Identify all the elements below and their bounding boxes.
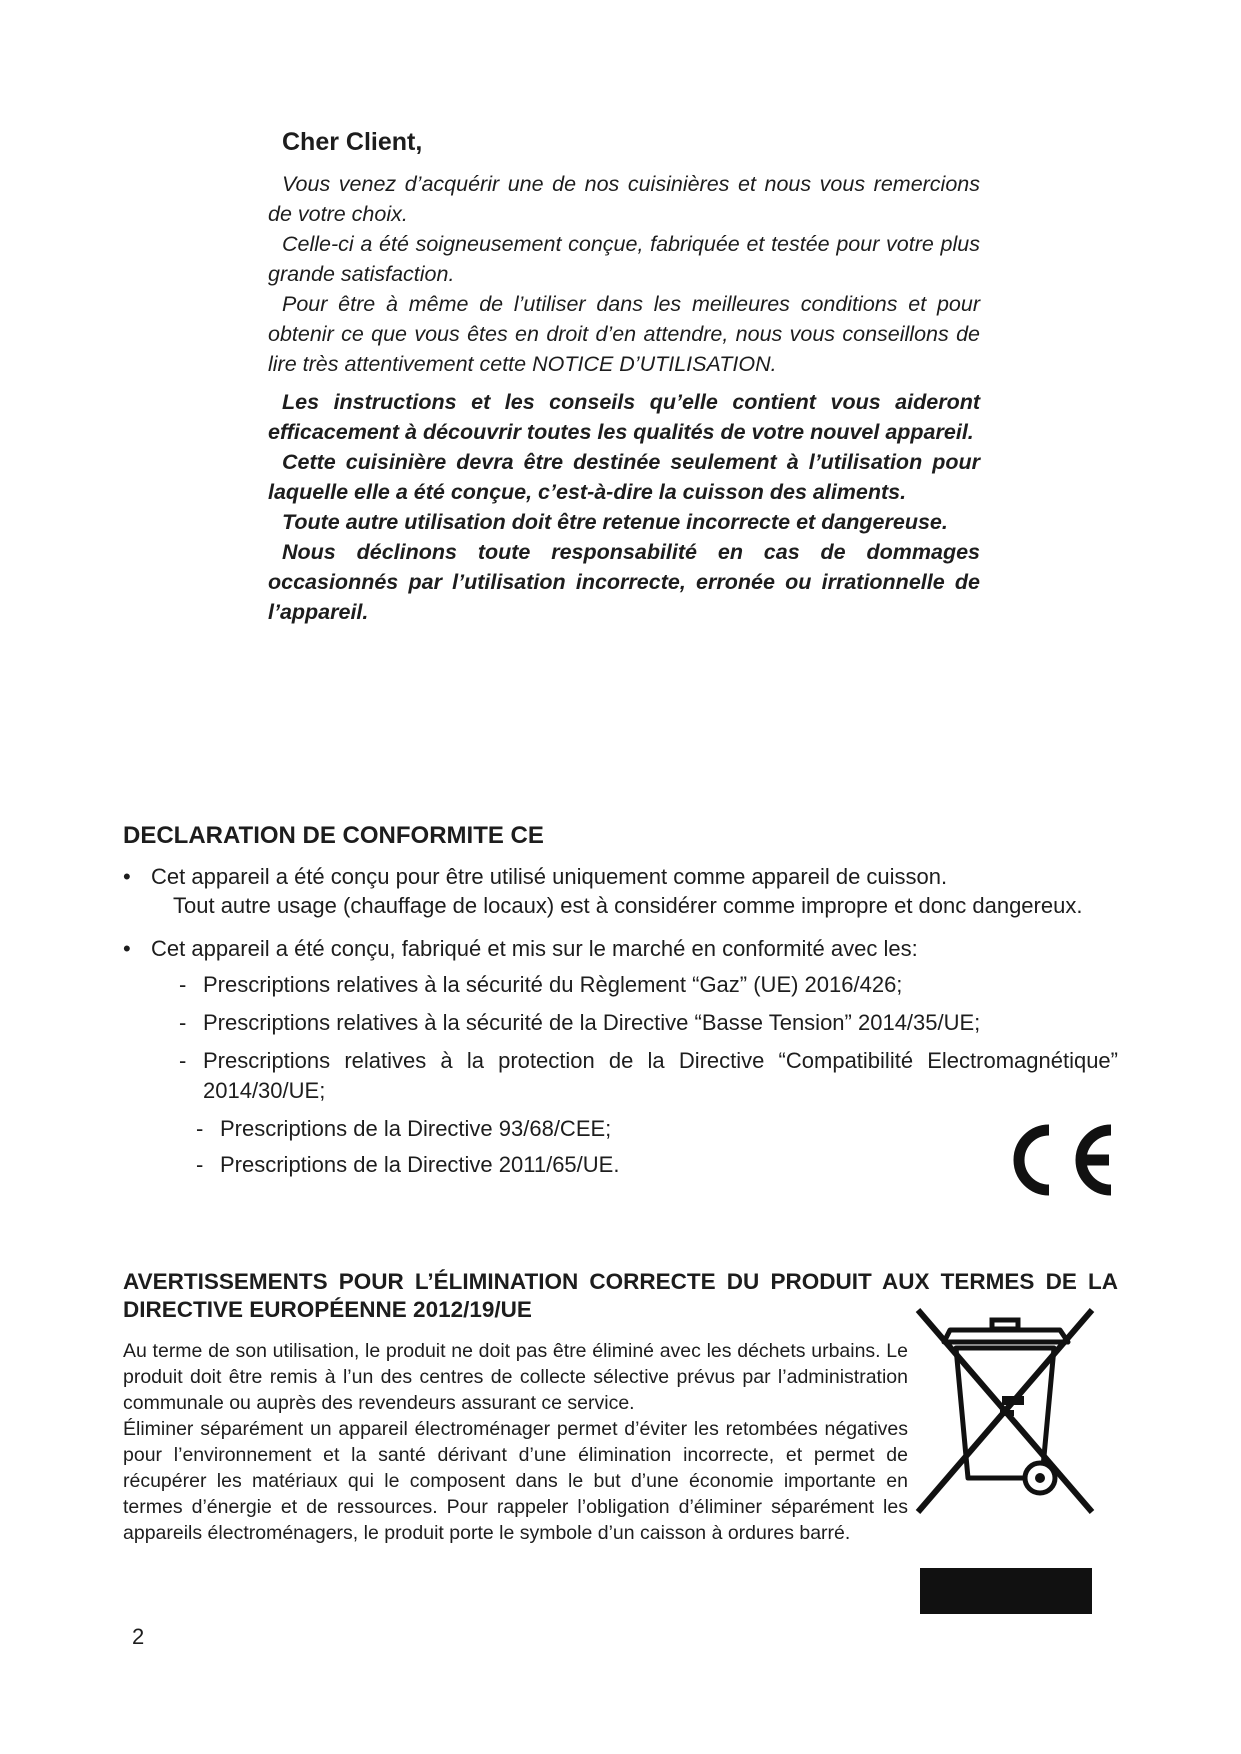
weee-paragraph-2: Éliminer séparément un appareil électroménager permet d’éviter les retombées négatives pour l’environnement et la santé dérivant d’une élimination incorrecte, et permet de récupérer les matériaux qui le composent dans le but d’une économie importante en termes d’énergie et de ressources. Pour rappeler l’obligation d’éliminer séparément les appareils électroménagers, le produit porte le symbole d’un caisson à ordures barré.: [123, 1418, 908, 1544]
ce-bullet-1-text: Cet appareil a été conçu pour être utilisé uniquement comme appareil de cuisson.: [151, 864, 948, 889]
ce-directive-item: [123, 1150, 780, 1180]
ce-directive-item-text: Prescriptions de la Directive 93/68/CEE;: [220, 1116, 612, 1141]
ce-directive-item: [123, 1114, 780, 1144]
ce-directive-item: [123, 970, 1118, 1000]
ce-bullet-2-text: Cet appareil a été conçu, fabriqué et mis sur le marché en conformité avec les:: [151, 936, 918, 961]
bullet-icon: •: [123, 936, 131, 961]
intro-paragraph-6: Toute autre utilisation doit être retenue incorrecte et dangereuse.: [282, 510, 948, 534]
intro-paragraph-7: Nous déclinons toute responsabilité en cas de dommages occasionnés par l’utilisation incorrecte, erronée ou irrationnelle de l’appareil.: [268, 540, 980, 624]
ce-directive-list: [123, 970, 1118, 1180]
ce-directive-item-text: Prescriptions de la Directive 2011/65/UE.: [220, 1152, 620, 1177]
dash-icon: -: [196, 1152, 204, 1177]
intro-paragraph-1: Vous venez d’acquérir une de nos cuisinières et nous vous remercions de votre choix.: [268, 172, 980, 226]
ce-bullet-2: [123, 934, 1118, 964]
intro-paragraph-4: Les instructions et les conseils qu’elle contient vous aideront efficacement à découvrir toutes les qualités de votre nouvel appareil.: [268, 390, 980, 444]
ce-directive-item-text: Prescriptions relatives à la sécurité de la Directive “Basse Tension” 2014/35/UE;: [203, 1010, 981, 1035]
weee-title: AVERTISSEMENTS POUR L’ÉLIMINATION CORRECTE DU PRODUIT AUX TERMES DE LA DIRECTIVE EUROPÉENNE 2012/19/UE: [123, 1269, 1118, 1322]
intro-letter: [268, 128, 980, 627]
dash-icon: -: [179, 972, 187, 997]
intro-paragraph-3: Pour être à même de l’utiliser dans les meilleures conditions et pour obtenir ce que vous êtes en droit d’en attendre, nous vous conseillons de lire très attentivement cette NOTICE D’UTILISATION.: [268, 292, 980, 376]
ce-directive-item-text: Prescriptions relatives à la sécurité du Règlement “Gaz” (UE) 2016/426;: [203, 972, 903, 997]
bullet-icon: •: [123, 864, 131, 889]
intro-paragraph-5: Cette cuisinière devra être destinée seulement à l’utilisation pour laquelle elle a été conçue, c’est-à-dire la cuisson des aliments.: [268, 450, 980, 504]
page-number: 2: [132, 1624, 145, 1649]
weee-black-bar: [920, 1568, 1092, 1614]
ce-declaration-section: [123, 822, 1118, 1188]
weee-paragraph-1: Au terme de son utilisation, le produit ne doit pas être éliminé avec les déchets urbains. Le produit doit être remis à l’un des centres de collecte sélective prévus par l’administration communale ou auprès des revendeurs assurant ce service.: [123, 1340, 908, 1414]
ce-bullet-1: [123, 862, 1118, 892]
ce-directive-item: [123, 1008, 1118, 1038]
intro-paragraph-2: Celle-ci a été soigneusement conçue, fabriquée et testée pour votre plus grande satisfaction.: [268, 232, 980, 286]
ce-mark-icon: [1005, 1120, 1117, 1200]
crossed-out-wheelie-bin-icon: [900, 1300, 1110, 1525]
ce-bullet-1-continuation: Tout autre usage (chauffage de locaux) est à considérer comme impropre et donc dangereux.: [173, 893, 1083, 918]
dash-icon: -: [196, 1116, 204, 1141]
greeting: Cher Client,: [282, 128, 423, 156]
dash-icon: -: [179, 1010, 187, 1035]
dash-icon: -: [179, 1048, 187, 1073]
ce-declaration-title: DECLARATION DE CONFORMITE CE: [123, 822, 544, 849]
ce-directive-item: [123, 1046, 1118, 1106]
ce-directive-item-text: Prescriptions relatives à la protection de la Directive “Compatibilité Electromagnétique” 2014/30/UE;: [203, 1048, 1118, 1103]
